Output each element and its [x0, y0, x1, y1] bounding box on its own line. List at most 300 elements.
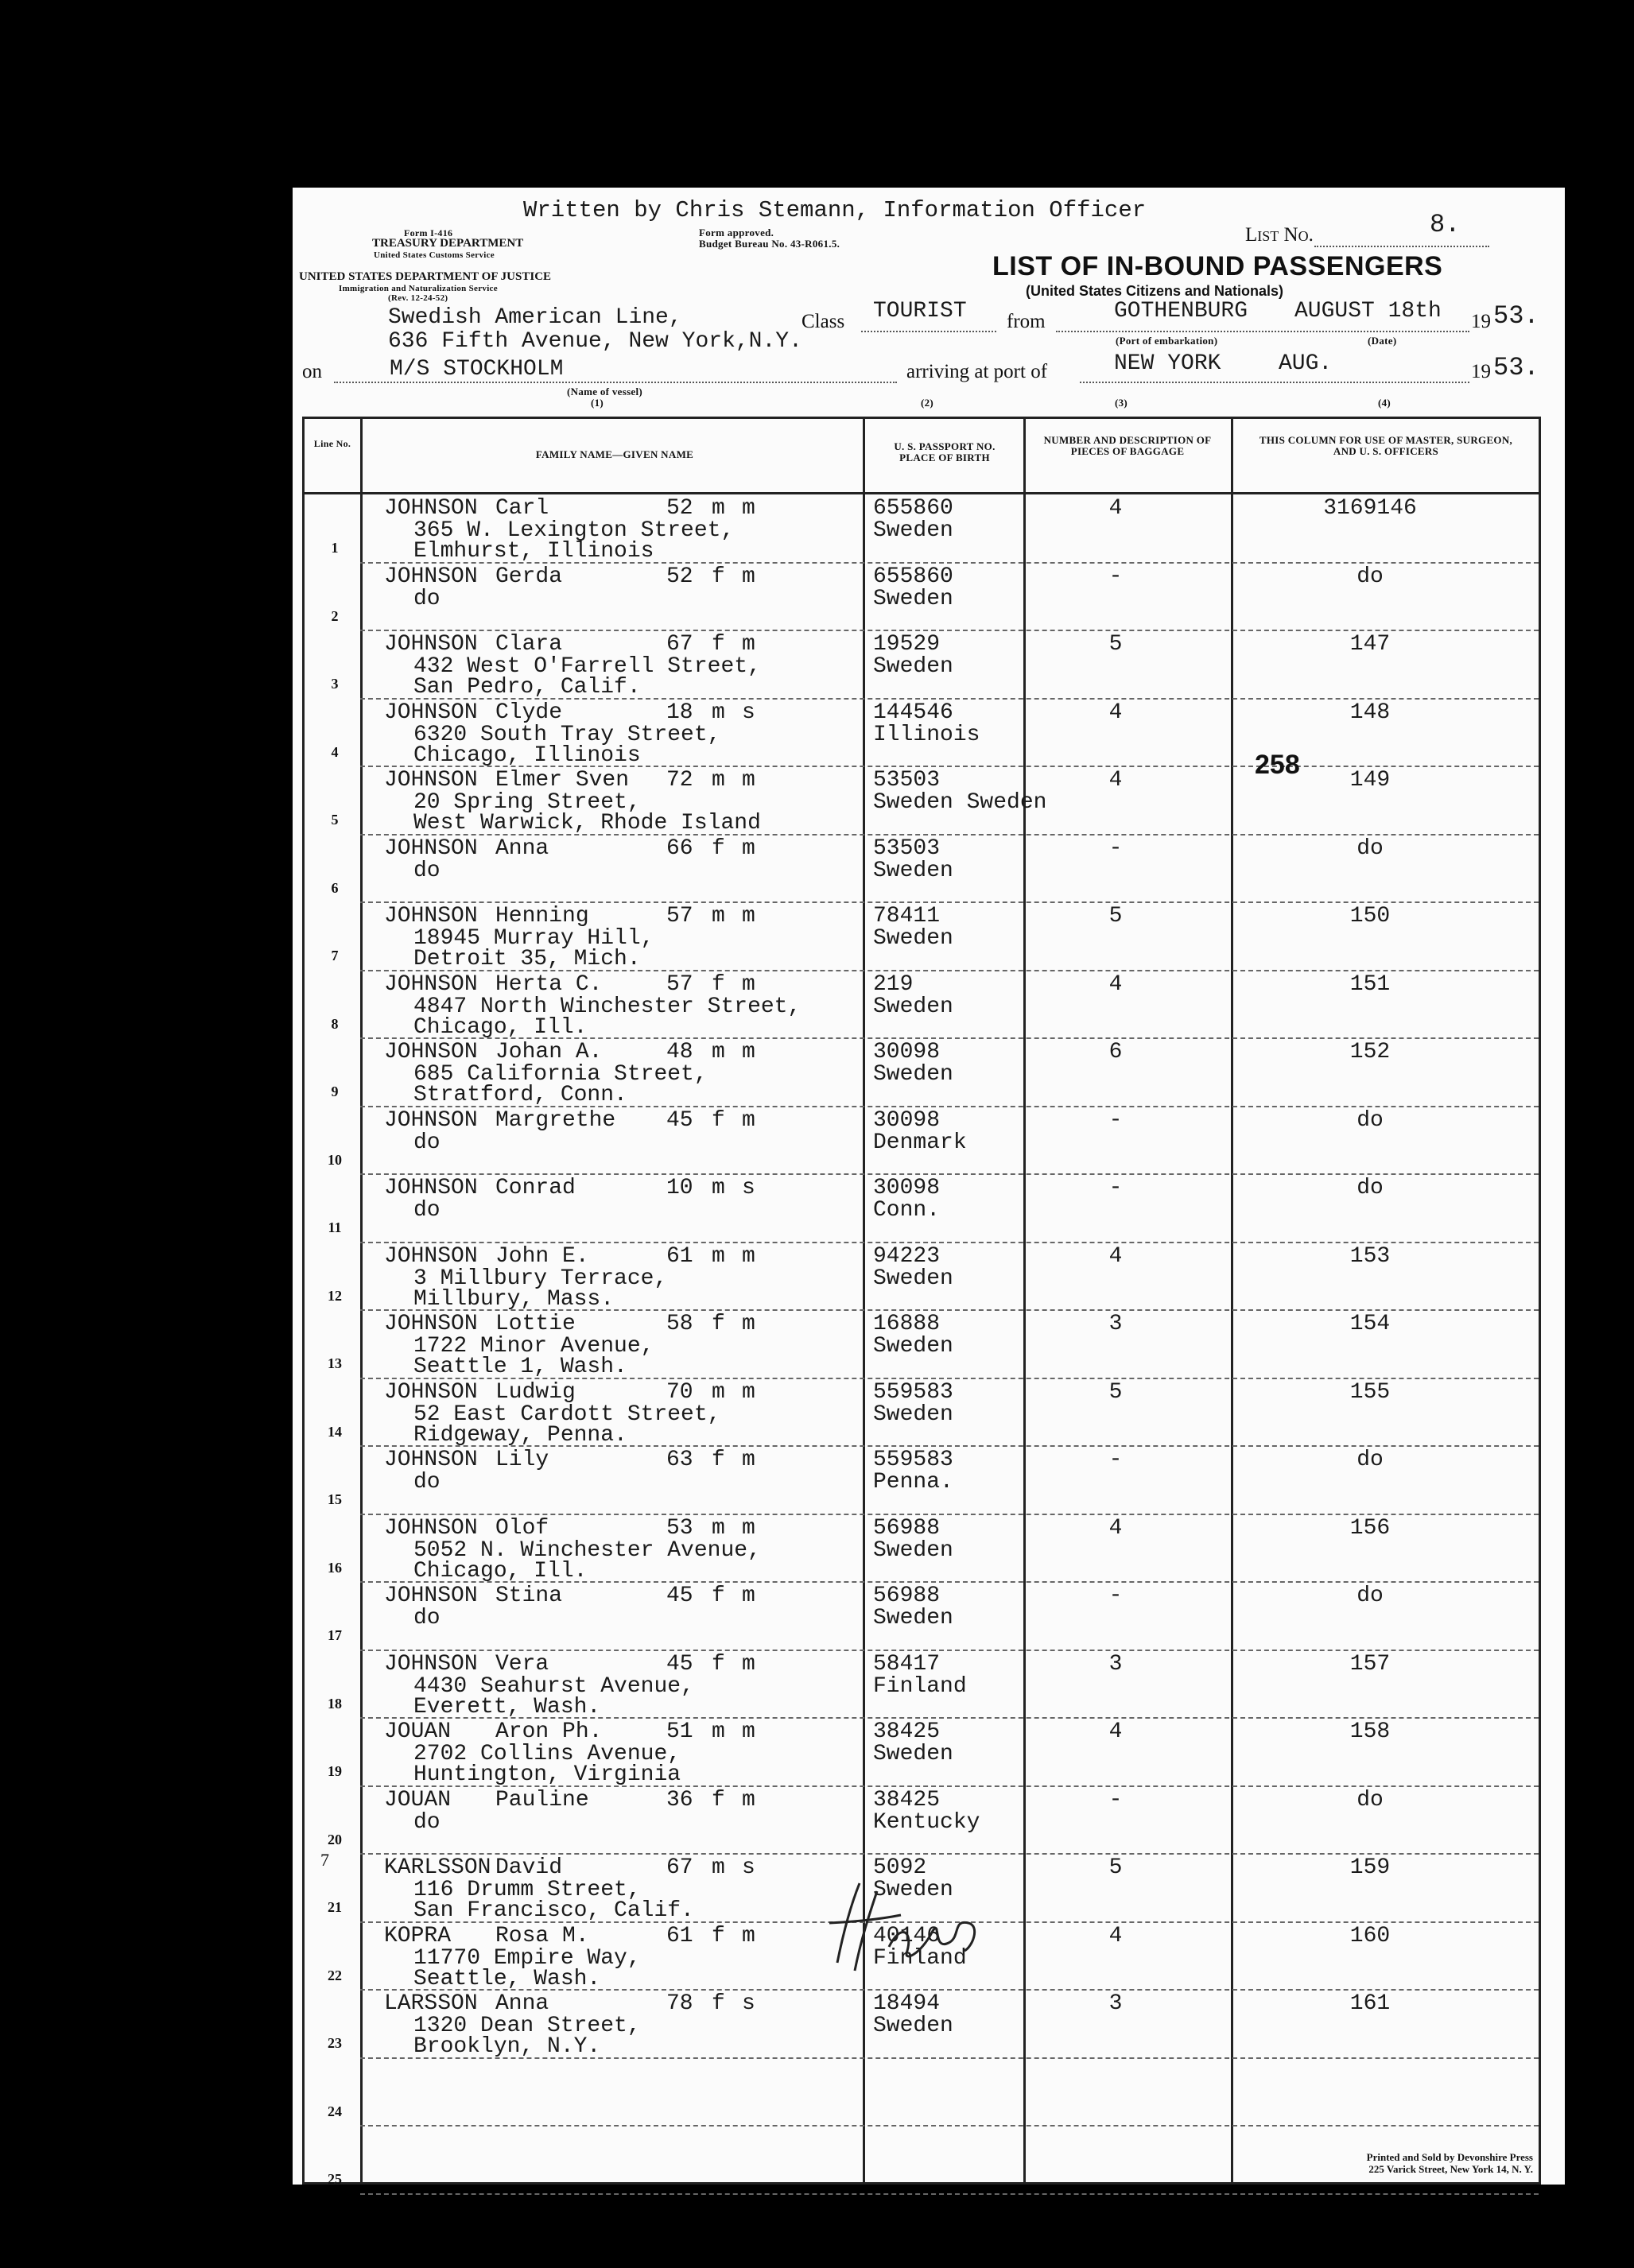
class-underline: [861, 331, 996, 332]
baggage-count: 4: [1108, 700, 1123, 725]
baggage-count: -: [1108, 1584, 1123, 1608]
marital-status: s: [742, 700, 755, 725]
sex: m: [712, 904, 725, 929]
passport-number: 5092: [873, 1855, 927, 1880]
marital-status: m: [742, 1243, 755, 1269]
arriving-label: arriving at port of: [906, 361, 1048, 382]
row-divider: [360, 1650, 1539, 1651]
address-line-1: 4847 North Winchester Street,: [413, 994, 801, 1019]
address-line-1: 3 Millbury Terrace,: [413, 1266, 668, 1291]
printer-line-2: 225 Varick Street, New York 14, N. Y.: [1368, 2163, 1533, 2175]
stamp-number: 258: [1255, 750, 1300, 780]
marital-status: m: [742, 1651, 755, 1677]
column-number-1: (1): [591, 397, 604, 409]
given-name: Margrethe: [495, 1107, 616, 1133]
baggage-count: -: [1108, 1107, 1123, 1133]
baggage-count: 5: [1108, 1855, 1123, 1880]
line-number: 10: [328, 1151, 342, 1168]
family-name: JOHNSON: [384, 1312, 478, 1336]
given-name: Lily: [495, 1448, 549, 1472]
from-underline: [1056, 331, 1469, 332]
given-name: David: [495, 1855, 563, 1880]
place-of-birth: Sweden: [873, 1742, 953, 1766]
baggage-count: 4: [1108, 496, 1123, 521]
family-name: JOHNSON: [384, 496, 478, 521]
address-line-1: 4430 Seahurst Avenue,: [413, 1673, 694, 1699]
address-line-1: do: [413, 1470, 441, 1495]
header-officers: THIS COLUMN FOR USE OF MASTER, SURGEON, AND U. S. OFFICERS: [1259, 434, 1513, 457]
place-of-birth: Sweden: [873, 1334, 953, 1359]
passport-number: 58417: [873, 1651, 941, 1677]
document-title: LIST OF IN-BOUND PASSENGERS: [992, 251, 1443, 281]
class-label: Class: [801, 311, 845, 332]
place-of-birth: Illinois: [873, 722, 980, 747]
ins-service: Immigration and Naturalization Service: [339, 284, 498, 293]
budget-bureau: Budget Bureau No. 43-R061.5.: [699, 238, 840, 250]
family-name: JOHNSON: [384, 1379, 478, 1405]
form-number: Form I-416: [404, 227, 453, 238]
header-passport: U. S. PASSPORT NO. PLACE OF BIRTH: [894, 440, 996, 463]
marital-status: m: [742, 1515, 755, 1541]
marital-status: m: [742, 904, 755, 929]
row-divider: [360, 1173, 1539, 1175]
officer-entry: 155: [1349, 1379, 1391, 1405]
passport-number: 78411: [873, 904, 941, 929]
officer-entry: 150: [1349, 904, 1391, 929]
written-by-line: Written by Chris Stemann, Information Officer: [523, 197, 1147, 223]
given-name: Henning: [495, 904, 589, 929]
place-of-birth: Penna.: [873, 1470, 953, 1495]
marital-status: s: [742, 1991, 755, 2016]
margin-mark: 7: [320, 1850, 329, 1870]
passport-number: 655860: [873, 564, 953, 589]
row-divider: [360, 2125, 1539, 2126]
on-label: on: [302, 361, 322, 382]
age: 57: [666, 904, 693, 929]
vessel-caption: (Name of vessel): [567, 386, 643, 397]
passport-number: 19529: [873, 632, 941, 657]
officer-entry: do: [1356, 564, 1384, 589]
passport-number: 94223: [873, 1243, 941, 1269]
from-label: from: [1007, 311, 1046, 332]
baggage-count: -: [1108, 564, 1123, 589]
marital-status: m: [742, 768, 755, 793]
marital-status: m: [742, 1312, 755, 1336]
place-of-birth: Conn.: [873, 1198, 941, 1223]
officer-entry: 156: [1349, 1515, 1391, 1541]
place-of-birth: Sweden: [873, 1266, 953, 1291]
family-name: JOUAN: [384, 1719, 452, 1744]
row-divider: [360, 901, 1539, 903]
header-baggage: NUMBER AND DESCRIPTION OF PIECES OF BAGGAGE: [1043, 434, 1212, 457]
age: 58: [666, 1312, 693, 1336]
age: 78: [666, 1991, 693, 2016]
family-name: JOHNSON: [384, 700, 478, 725]
place-of-birth: Sweden: [873, 1878, 953, 1902]
address-line-1: 1722 Minor Avenue,: [413, 1334, 654, 1359]
arrival-underline: [1080, 382, 1469, 383]
baggage-count: -: [1108, 1176, 1123, 1200]
age: 48: [666, 1040, 693, 1064]
line-number: 16: [328, 1559, 342, 1576]
treasury-department: TREASURY DEPARTMENT: [372, 237, 524, 250]
family-name: JOHNSON: [384, 632, 478, 657]
address-line-1: 6320 South Tray Street,: [413, 722, 721, 747]
age: 57: [666, 971, 693, 997]
age: 61: [666, 1923, 693, 1948]
passport-number: 16888: [873, 1312, 941, 1336]
age: 10: [666, 1176, 693, 1200]
place-of-birth: Finland: [873, 1945, 967, 1971]
year-prefix: 19: [1471, 311, 1491, 332]
place-of-birth: Sweden: [873, 1062, 953, 1087]
line-number: 14: [328, 1423, 342, 1440]
family-name: JOHNSON: [384, 564, 478, 589]
age: 66: [666, 835, 693, 861]
place-of-birth: Sweden Sweden: [873, 790, 1047, 815]
list-no-label: List No.: [1245, 224, 1314, 246]
line-number: 8: [331, 1015, 339, 1032]
embarkation-port: GOTHENBURG: [1114, 299, 1248, 324]
address-line-2: Elmhurst, Illinois: [413, 539, 654, 564]
address-line-2: Ridgeway, Penna.: [413, 1422, 627, 1448]
given-name: Aron Ph.: [495, 1719, 603, 1744]
sex: m: [712, 700, 725, 725]
line-number: 15: [328, 1491, 342, 1507]
printer-imprint: [1367, 2151, 1533, 2175]
officer-entry: 147: [1349, 632, 1391, 657]
baggage-count: 4: [1108, 971, 1123, 997]
sex: f: [712, 632, 725, 657]
passport-number: 559583: [873, 1379, 953, 1405]
passport-number: 144546: [873, 700, 953, 725]
officer-entry: do: [1356, 835, 1384, 861]
given-name: Conrad: [495, 1176, 576, 1200]
row-divider: [360, 630, 1539, 631]
family-name: JOUAN: [384, 1787, 452, 1812]
age: 61: [666, 1243, 693, 1269]
column-divider: [360, 419, 363, 2182]
place-of-birth: Sweden: [873, 1402, 953, 1427]
officer-entry: 148: [1349, 700, 1391, 725]
passport-number: 40146: [873, 1923, 941, 1948]
address-line-1: 432 West O'Farrell Street,: [413, 654, 761, 679]
given-name: Johan A.: [495, 1040, 603, 1064]
sex: f: [712, 1651, 725, 1677]
given-name: Clara: [495, 632, 563, 657]
given-name: Vera: [495, 1651, 549, 1677]
sex: f: [712, 1312, 725, 1336]
address-line-1: do: [413, 1606, 441, 1630]
given-name: Stina: [495, 1584, 563, 1608]
address-line-2: Seattle 1, Wash.: [413, 1355, 627, 1379]
address-line-1: 1320 Dean Street,: [413, 2014, 641, 2038]
passport-number: 56988: [873, 1584, 941, 1608]
sex: m: [712, 496, 725, 521]
sex: f: [712, 1448, 725, 1472]
address-line-1: 52 East Cardott Street,: [413, 1402, 721, 1427]
marital-status: m: [742, 632, 755, 657]
officer-entry: 161: [1349, 1991, 1391, 2016]
baggage-count: -: [1108, 1787, 1123, 1812]
binder-hole: [227, 860, 264, 897]
address-line-1: do: [413, 586, 441, 611]
age: 18: [666, 700, 693, 725]
family-name: LARSSON: [384, 1991, 478, 2016]
passport-number: 53503: [873, 768, 941, 793]
column-divider: [1231, 419, 1233, 2182]
address-line-2: Chicago, Ill.: [413, 1014, 588, 1040]
row-divider: [360, 1853, 1539, 1855]
line-number: 24: [328, 2103, 342, 2119]
baggage-count: 3: [1108, 1312, 1123, 1336]
baggage-count: 3: [1108, 1651, 1123, 1677]
place-of-birth: Finland: [873, 1673, 967, 1699]
line-number: 23: [328, 2035, 342, 2051]
given-name: John E.: [495, 1243, 589, 1269]
marital-status: m: [742, 564, 755, 589]
sex: f: [712, 1923, 725, 1948]
printer-line-1: Printed and Sold by Devonshire Press: [1366, 2151, 1533, 2163]
sex: f: [712, 971, 725, 997]
age: 67: [666, 1855, 693, 1880]
sex: f: [712, 1584, 725, 1608]
passport-number: 559583: [873, 1448, 953, 1472]
officer-entry: 149: [1349, 768, 1391, 793]
sex: m: [712, 1243, 725, 1269]
company-name: Swedish American Line,: [388, 305, 682, 330]
place-of-birth: Sweden: [873, 586, 953, 611]
sex: m: [712, 1515, 725, 1541]
address-line-2: San Francisco, Calif.: [413, 1898, 694, 1923]
given-name: Elmer Sven: [495, 768, 630, 793]
family-name: JOHNSON: [384, 1243, 478, 1269]
header-line-no: Line No.: [313, 438, 351, 449]
address-line-1: 365 W. Lexington Street,: [413, 518, 735, 543]
arrival-year-prefix: 19: [1471, 361, 1491, 382]
passport-number: 56988: [873, 1515, 941, 1541]
place-of-birth: Sweden: [873, 654, 953, 679]
binder-hole: [227, 1186, 264, 1223]
sex: m: [712, 1040, 725, 1064]
given-name: Rosa M.: [495, 1923, 589, 1948]
row-divider: [360, 2193, 1539, 2195]
baggage-count: 4: [1108, 1243, 1123, 1269]
officer-entry: do: [1356, 1584, 1384, 1608]
family-name: JOHNSON: [384, 971, 478, 997]
place-of-birth: Sweden: [873, 518, 953, 543]
baggage-count: 5: [1108, 632, 1123, 657]
passport-number: 219: [873, 971, 914, 997]
vessel-name: M/S STOCKHOLM: [390, 357, 564, 382]
given-name: Gerda: [495, 564, 563, 589]
address-line-2: Detroit 35, Mich.: [413, 947, 641, 971]
baggage-count: 4: [1108, 1515, 1123, 1541]
port-embark-caption: (Port of embarkation): [1116, 335, 1218, 347]
column-divider: [1023, 419, 1026, 2182]
address-line-1: 116 Drumm Street,: [413, 1878, 641, 1902]
line-number: 19: [328, 1763, 342, 1779]
officer-entry: 159: [1349, 1855, 1391, 1880]
age: 63: [666, 1448, 693, 1472]
family-name: JOHNSON: [384, 1176, 478, 1200]
age: 45: [666, 1584, 693, 1608]
manifest-page: [293, 188, 1565, 2185]
address-line-2: Millbury, Mass.: [413, 1286, 615, 1312]
officer-entry: 154: [1349, 1312, 1391, 1336]
officer-entry: 151: [1349, 971, 1391, 997]
marital-status: m: [742, 1107, 755, 1133]
baggage-count: 4: [1108, 1719, 1123, 1744]
address-line-1: do: [413, 858, 441, 883]
address-line-1: 685 California Street,: [413, 1062, 708, 1087]
row-divider: [360, 1242, 1539, 1243]
marital-status: m: [742, 1923, 755, 1948]
family-name: JOHNSON: [384, 1651, 478, 1677]
sex: m: [712, 1379, 725, 1405]
age: 45: [666, 1107, 693, 1133]
sex: f: [712, 1991, 725, 2016]
sex: f: [712, 1787, 725, 1812]
place-of-birth: Sweden: [873, 926, 953, 951]
sex: m: [712, 1855, 725, 1880]
address-line-2: Everett, Wash.: [413, 1694, 601, 1719]
place-of-birth: Sweden: [873, 2014, 953, 2038]
place-of-birth: Sweden: [873, 994, 953, 1019]
marital-status: m: [742, 835, 755, 861]
given-name: Herta C.: [495, 971, 603, 997]
sex: f: [712, 564, 725, 589]
baggage-count: 5: [1108, 1379, 1123, 1405]
line-number: 3: [331, 676, 339, 692]
header-divider: [305, 492, 1539, 494]
age: 52: [666, 496, 693, 521]
baggage-count: -: [1108, 1448, 1123, 1472]
age: 72: [666, 768, 693, 793]
passport-number: 30098: [873, 1176, 941, 1200]
marital-status: m: [742, 1040, 755, 1064]
baggage-count: 3: [1108, 1991, 1123, 2016]
age: 45: [666, 1651, 693, 1677]
date-caption: (Date): [1368, 335, 1397, 347]
given-name: Olof: [495, 1515, 549, 1541]
place-of-birth: Denmark: [873, 1130, 967, 1155]
family-name: JOHNSON: [384, 1515, 478, 1541]
list-no-value: 8.: [1430, 210, 1461, 239]
officer-entry: do: [1356, 1787, 1384, 1812]
family-name: JOHNSON: [384, 1584, 478, 1608]
officer-entry: do: [1356, 1107, 1384, 1133]
officer-entry: 153: [1349, 1243, 1391, 1269]
revision-date: (Rev. 12-24-52): [388, 293, 448, 303]
baggage-count: -: [1108, 835, 1123, 861]
family-name: KOPRA: [384, 1923, 452, 1948]
passport-number: 38425: [873, 1719, 941, 1744]
line-number: 13: [328, 1355, 342, 1371]
age: 53: [666, 1515, 693, 1541]
line-number: 7: [331, 948, 339, 963]
family-name: JOHNSON: [384, 1107, 478, 1133]
marital-status: m: [742, 1379, 755, 1405]
address-line-2: San Pedro, Calif.: [413, 675, 641, 700]
line-number: 12: [328, 1287, 342, 1304]
address-line-2: Stratford, Conn.: [413, 1083, 627, 1107]
form-approved: Form approved.: [699, 227, 774, 238]
line-number: 2: [331, 607, 339, 624]
passport-number: 18494: [873, 1991, 941, 2016]
sex: f: [712, 835, 725, 861]
line-number: 9: [331, 1084, 339, 1099]
age: 36: [666, 1787, 693, 1812]
place-of-birth: Kentucky: [873, 1809, 980, 1835]
family-name: KARLSSON: [384, 1855, 491, 1880]
column-number-4: (4): [1378, 397, 1391, 409]
embarkation-date: AUGUST 18th: [1294, 299, 1442, 324]
age: 51: [666, 1719, 693, 1744]
address-line-2: Brooklyn, N.Y.: [413, 2034, 601, 2059]
family-name: JOHNSON: [384, 768, 478, 793]
class-value: TOURIST: [873, 299, 967, 324]
address-line-1: 11770 Empire Way,: [413, 1945, 641, 1971]
marital-status: m: [742, 1787, 755, 1812]
marital-status: m: [742, 1719, 755, 1744]
sex: m: [712, 768, 725, 793]
column-number-2: (2): [921, 397, 934, 409]
arrival-date: AUG.: [1279, 351, 1333, 376]
passport-number: 30098: [873, 1040, 941, 1064]
given-name: Ludwig: [495, 1379, 576, 1405]
passport-number: 53503: [873, 835, 941, 861]
passenger-table: [302, 417, 1541, 2185]
address-line-1: 2702 Collins Avenue,: [413, 1742, 681, 1766]
header-name: FAMILY NAME—GIVEN NAME: [535, 448, 694, 460]
document-subtitle: (United States Citizens and Nationals): [1026, 283, 1284, 299]
sex: m: [712, 1176, 725, 1200]
given-name: Lottie: [495, 1312, 576, 1336]
given-name: Pauline: [495, 1787, 589, 1812]
officer-entry: do: [1356, 1176, 1384, 1200]
line-number: 11: [328, 1219, 342, 1235]
officer-entry: 158: [1349, 1719, 1391, 1744]
officer-entry: 3169146: [1323, 496, 1417, 521]
sex: f: [712, 1107, 725, 1133]
marital-status: m: [742, 496, 755, 521]
binder-hole: [227, 362, 264, 398]
line-number: 21: [328, 1899, 342, 1915]
officer-entry: do: [1356, 1448, 1384, 1472]
line-number: 22: [328, 1967, 342, 1983]
company-address: 636 Fifth Avenue, New York,N.Y.: [388, 329, 802, 354]
passport-number: 30098: [873, 1107, 941, 1133]
age: 70: [666, 1379, 693, 1405]
line-number: 25: [328, 2171, 342, 2187]
officer-entry: 152: [1349, 1040, 1391, 1064]
baggage-count: 4: [1108, 1923, 1123, 1948]
marital-status: s: [742, 1176, 755, 1200]
place-of-birth: Sweden: [873, 1606, 953, 1630]
arrival-year: 53.: [1493, 353, 1539, 382]
address-line-1: do: [413, 1809, 441, 1835]
vessel-underline: [334, 382, 897, 383]
place-of-birth: Sweden: [873, 1537, 953, 1563]
line-number: 18: [328, 1695, 342, 1712]
age: 52: [666, 564, 693, 589]
given-name: Anna: [495, 835, 549, 861]
marital-status: m: [742, 971, 755, 997]
officer-entry: 157: [1349, 1651, 1391, 1677]
family-name: JOHNSON: [384, 835, 478, 861]
address-line-2: Seattle, Wash.: [413, 1966, 601, 1991]
